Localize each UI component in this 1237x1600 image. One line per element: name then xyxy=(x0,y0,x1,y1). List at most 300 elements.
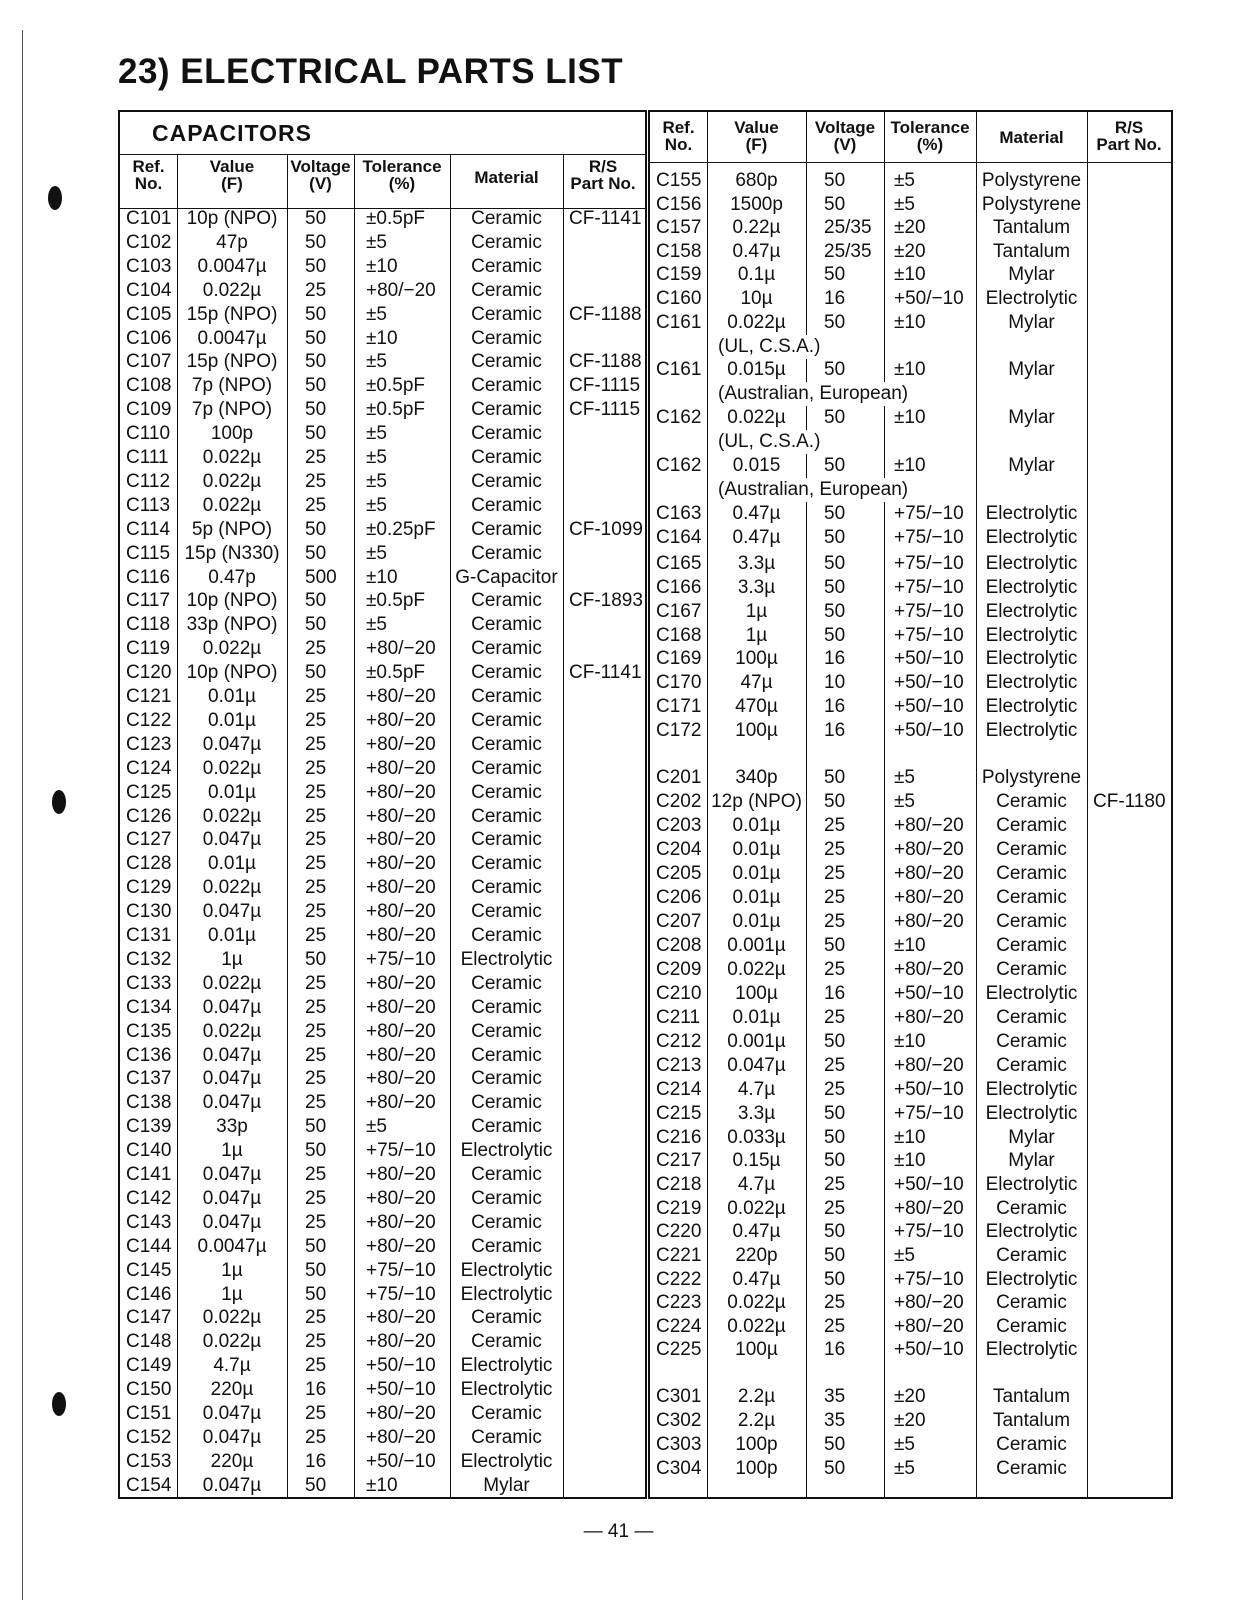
cell-ref: C164 xyxy=(656,527,702,548)
table-row xyxy=(120,1426,645,1450)
cell-ref: C132 xyxy=(126,948,172,970)
page-title: 23) ELECTRICAL PARTS LIST xyxy=(118,52,624,91)
cell-ref: C171 xyxy=(656,696,702,717)
cell-voltage: 25 xyxy=(305,686,327,707)
cell-value: 0.0047µ xyxy=(197,327,267,349)
cell-value: 4.7µ xyxy=(737,1174,776,1195)
region-note: (UL, C.S.A.) xyxy=(718,431,821,452)
cell-value: 0.022µ xyxy=(202,1307,262,1329)
cell-ref: C218 xyxy=(656,1174,702,1195)
cell-value: 0.047µ xyxy=(202,733,262,755)
cell-ref: C221 xyxy=(656,1245,702,1266)
cell-material: Electrolytic xyxy=(985,983,1078,1004)
cell-tolerance: +80/−20 xyxy=(366,1307,436,1329)
cell-voltage: 50 xyxy=(305,948,327,970)
cell-voltage: 25 xyxy=(305,1187,327,1209)
cell-tolerance: ±5 xyxy=(366,303,387,325)
cell-voltage: 25 xyxy=(305,638,327,660)
cell-voltage: 50 xyxy=(305,255,327,277)
cell-tolerance: ±10 xyxy=(366,566,398,588)
cell-value: 0.0047µ xyxy=(197,1235,267,1257)
cell-voltage: 25 xyxy=(824,1316,846,1337)
cell-material: Ceramic xyxy=(471,208,542,229)
cell-tolerance: +80/−20 xyxy=(366,1092,436,1114)
cell-value: 3.3µ xyxy=(737,577,776,598)
cell-voltage: 16 xyxy=(824,983,846,1004)
cell-material: Mylar xyxy=(1008,1150,1055,1171)
cell-voltage: 50 xyxy=(824,312,846,333)
cell-ref: C133 xyxy=(126,972,172,994)
cell-voltage: 16 xyxy=(824,696,846,717)
cell-voltage: 25 xyxy=(824,1292,846,1313)
punch-hole-icon xyxy=(52,790,66,814)
cell-tolerance: +80/−20 xyxy=(894,1055,964,1076)
cell-ref: C224 xyxy=(656,1316,702,1337)
cell-value: 0.47µ xyxy=(732,503,781,524)
cell-ref: C166 xyxy=(656,577,702,598)
table-row xyxy=(120,1259,645,1283)
table-row xyxy=(120,1450,645,1474)
cell-material: Electrolytic xyxy=(985,672,1078,693)
cell-tolerance: +80/−20 xyxy=(366,1403,436,1424)
cell-material: Ceramic xyxy=(471,423,542,445)
cell-tolerance: ±10 xyxy=(894,264,926,285)
cell-ref: C162 xyxy=(656,407,702,428)
cell-voltage: 50 xyxy=(824,264,846,285)
cell-ref: C113 xyxy=(126,494,171,516)
cell-ref: C143 xyxy=(126,1211,172,1233)
table-row xyxy=(650,287,1171,311)
cell-tolerance: ±10 xyxy=(894,935,926,956)
table-row xyxy=(650,1173,1171,1197)
cell-ref: C103 xyxy=(126,255,172,277)
table-row xyxy=(650,862,1171,886)
column-header-rs: R/S Part No. xyxy=(1096,118,1162,154)
table-row xyxy=(120,350,645,374)
cell-voltage: 50 xyxy=(824,1245,846,1266)
cell-tolerance: ±5 xyxy=(366,231,387,253)
table-row xyxy=(120,996,645,1020)
cell-ref: C159 xyxy=(656,264,702,285)
cell-value: 100µ xyxy=(735,1339,778,1360)
cell-value: 1µ xyxy=(221,1259,243,1281)
cell-value: 100p xyxy=(735,1434,778,1455)
cell-voltage: 25 xyxy=(824,911,846,932)
cell-material: Ceramic xyxy=(996,1434,1067,1455)
table-row xyxy=(120,781,645,805)
cell-ref: C109 xyxy=(126,399,172,421)
cell-voltage: 50 xyxy=(824,1458,846,1479)
cell-tolerance: +75/−10 xyxy=(366,1259,436,1281)
cell-material: Ceramic xyxy=(471,1020,542,1042)
cell-voltage: 25 xyxy=(305,1331,327,1353)
cell-voltage: 50 xyxy=(305,1235,327,1257)
table-row xyxy=(120,566,645,590)
cell-voltage: 25 xyxy=(824,959,846,980)
cell-value: 0.0047µ xyxy=(197,255,267,277)
cell-ref: C144 xyxy=(126,1235,172,1257)
cell-value: 1µ xyxy=(745,601,768,622)
cell-material: Ceramic xyxy=(471,1092,542,1114)
table-row xyxy=(650,671,1171,695)
cell-tolerance: +80/−20 xyxy=(366,901,436,923)
table-row xyxy=(120,1163,645,1187)
table-row xyxy=(120,1354,645,1378)
cell-value: 0.022µ xyxy=(202,494,262,516)
table-row xyxy=(650,1291,1171,1315)
cell-tolerance: ±5 xyxy=(366,447,387,468)
cell-voltage: 25 xyxy=(305,1068,327,1090)
cell-voltage: 50 xyxy=(305,1474,327,1496)
cell-material: Ceramic xyxy=(471,757,542,779)
cell-tolerance: +80/−20 xyxy=(366,1164,436,1185)
cell-value: 100p xyxy=(735,1458,778,1479)
cell-ref: C124 xyxy=(126,757,172,779)
cell-voltage: 10 xyxy=(824,672,846,693)
cell-material: Electrolytic xyxy=(985,527,1078,548)
table-row xyxy=(120,900,645,924)
cell-value: 0.047µ xyxy=(202,901,262,923)
cell-voltage: 50 xyxy=(824,791,846,812)
cell-value: 0.001µ xyxy=(727,935,786,956)
table-row xyxy=(120,303,645,327)
cell-ref: C156 xyxy=(656,194,702,215)
cell-voltage: 25 xyxy=(824,1198,846,1219)
cell-tolerance: +50/−10 xyxy=(366,1355,436,1377)
cell-ref: C172 xyxy=(656,720,702,741)
cell-voltage: 50 xyxy=(824,1103,846,1124)
cell-tolerance: +75/−10 xyxy=(894,553,964,574)
cell-ref: C128 xyxy=(126,853,172,875)
cell-voltage: 50 xyxy=(305,518,327,540)
cell-voltage: 50 xyxy=(305,303,327,325)
cell-ref: C114 xyxy=(126,518,171,540)
cell-tolerance: +80/−20 xyxy=(366,1187,436,1209)
table-row xyxy=(650,1244,1171,1268)
cell-value: 100p xyxy=(210,423,254,445)
table-row xyxy=(120,1187,645,1211)
cell-ref: C168 xyxy=(656,625,702,646)
cell-voltage: 25 xyxy=(305,877,327,899)
cell-tolerance: +80/−20 xyxy=(894,959,964,980)
cell-material: Ceramic xyxy=(471,1164,542,1185)
table-row xyxy=(120,231,645,255)
cell-voltage: 25 xyxy=(305,1020,327,1042)
cell-value: 220µ xyxy=(210,1379,254,1401)
cell-tolerance: ±5 xyxy=(366,1116,387,1138)
cell-material: Ceramic xyxy=(996,1055,1067,1076)
cell-tolerance: ±0.5pF xyxy=(366,590,426,612)
table-row xyxy=(650,958,1171,982)
capacitors-table-right xyxy=(648,110,1173,1499)
table-row xyxy=(120,1091,645,1115)
cell-voltage: 50 xyxy=(824,170,846,191)
cell-value: 0.47µ xyxy=(732,527,781,548)
cell-value: 0.022µ xyxy=(727,1316,786,1337)
cell-value: 4.7µ xyxy=(213,1355,251,1377)
cell-material: Ceramic xyxy=(471,1116,542,1138)
cell-ref: C141 xyxy=(126,1164,172,1185)
cell-material: Electrolytic xyxy=(985,625,1078,646)
cell-tolerance: +50/−10 xyxy=(894,1174,964,1195)
cell-material: Ceramic xyxy=(471,925,542,946)
cell-tolerance: ±0.5pF xyxy=(366,208,426,229)
cell-ref: C220 xyxy=(656,1221,702,1242)
cell-voltage: 50 xyxy=(824,935,846,956)
cell-value: 0.047µ xyxy=(202,829,262,851)
cell-voltage: 16 xyxy=(824,648,846,669)
cell-ref: C213 xyxy=(656,1055,702,1076)
cell-ref: C201 xyxy=(656,767,702,788)
cell-material: Ceramic xyxy=(471,351,542,373)
cell-voltage: 25 xyxy=(824,1007,846,1028)
cell-voltage: 50 xyxy=(824,407,846,428)
table-row xyxy=(650,169,1171,193)
cell-voltage: 25 xyxy=(305,1092,327,1114)
cell-material: Ceramic xyxy=(471,1211,542,1233)
cell-voltage: 25 xyxy=(824,815,846,836)
cell-ref: C102 xyxy=(126,231,172,253)
cell-value: 0.047µ xyxy=(202,1426,262,1448)
table-row xyxy=(650,624,1171,648)
table-row xyxy=(120,446,645,470)
table-row xyxy=(120,852,645,876)
cell-value: 3.3µ xyxy=(737,1103,776,1124)
cell-material: Electrolytic xyxy=(985,1174,1078,1195)
cell-material: Electrolytic xyxy=(985,648,1078,669)
table-row xyxy=(120,685,645,709)
cell-material: Ceramic xyxy=(471,877,542,899)
cell-ref: C219 xyxy=(656,1198,702,1219)
punch-hole-icon xyxy=(52,1392,66,1416)
cell-voltage: 50 xyxy=(305,1116,327,1138)
cell-ref: C108 xyxy=(126,375,172,397)
table-row xyxy=(650,1433,1171,1457)
cell-ref: C139 xyxy=(126,1116,172,1138)
cell-voltage: 50 xyxy=(305,614,327,636)
cell-tolerance: ±5 xyxy=(894,194,915,215)
table-row xyxy=(650,311,1171,335)
cell-tolerance: +80/−20 xyxy=(894,1316,964,1337)
cell-voltage: 50 xyxy=(824,767,846,788)
cell-material: Electrolytic xyxy=(985,1221,1078,1242)
cell-voltage: 50 xyxy=(824,1150,846,1171)
cell-ref: C204 xyxy=(656,839,702,860)
cell-value: 0.01µ xyxy=(732,839,781,860)
cell-material: Ceramic xyxy=(996,1458,1067,1479)
table-row xyxy=(120,661,645,685)
table-row xyxy=(650,886,1171,910)
cell-voltage: 25 xyxy=(305,901,327,923)
cell-value: 0.047µ xyxy=(202,1068,262,1090)
cell-value: 0.047µ xyxy=(202,1092,262,1114)
cell-voltage: 500 xyxy=(305,566,337,588)
table-row xyxy=(650,695,1171,719)
cell-value: 100µ xyxy=(735,648,778,669)
cell-tolerance: +80/−20 xyxy=(366,781,436,803)
table-row xyxy=(120,470,645,494)
cell-value: 0.022µ xyxy=(202,757,262,779)
cell-material: Mylar xyxy=(1008,312,1055,333)
cell-value: 12p (NPO) xyxy=(711,791,802,812)
cell-material: Ceramic xyxy=(471,733,542,755)
cell-tolerance: +80/−20 xyxy=(366,686,436,707)
cell-ref: C129 xyxy=(126,877,172,899)
cell-tolerance: +75/−10 xyxy=(894,1103,964,1124)
cell-value: 0.022µ xyxy=(727,312,786,333)
cell-tolerance: ±5 xyxy=(894,1458,915,1479)
cell-tolerance: +80/−20 xyxy=(366,877,436,899)
cell-voltage: 25 xyxy=(305,1044,327,1066)
cell-material: Electrolytic xyxy=(985,601,1078,622)
table-row xyxy=(120,924,645,948)
cell-value: 0.022µ xyxy=(727,959,786,980)
cell-tolerance: +80/−20 xyxy=(894,1198,964,1219)
cell-ref: C203 xyxy=(656,815,702,836)
table-row xyxy=(650,766,1171,790)
cell-material: Polystyrene xyxy=(981,170,1082,191)
cell-tolerance: +75/−10 xyxy=(894,1221,964,1242)
cell-voltage: 25 xyxy=(305,996,327,1018)
cell-voltage: 16 xyxy=(824,1339,846,1360)
cell-material: Polystyrene xyxy=(981,767,1082,788)
cell-material: Ceramic xyxy=(471,542,542,564)
cell-material: Ceramic xyxy=(471,805,542,827)
cell-ref: C151 xyxy=(126,1403,172,1424)
cell-material: Ceramic xyxy=(471,255,542,277)
cell-rs: CF-1115 xyxy=(569,399,641,421)
cell-value: 47µ xyxy=(740,672,773,693)
cell-material: Tantalum xyxy=(992,1410,1071,1431)
cell-value: 15p (NPO) xyxy=(186,303,278,325)
table-row xyxy=(650,502,1171,526)
cell-ref: C301 xyxy=(656,1386,702,1407)
cell-ref: C157 xyxy=(656,217,702,238)
cell-value: 0.01µ xyxy=(208,686,256,707)
cell-voltage: 50 xyxy=(824,1221,846,1242)
cell-material: Ceramic xyxy=(471,1044,542,1066)
cell-value: 10p (NPO) xyxy=(186,662,278,684)
cell-tolerance: ±0.5pF xyxy=(366,399,426,421)
cell-material: Ceramic xyxy=(471,781,542,803)
cell-rs: CF-1180 xyxy=(1093,791,1166,812)
cell-ref: C126 xyxy=(126,805,172,827)
cell-ref: C105 xyxy=(126,303,172,325)
cell-material: Electrolytic xyxy=(985,696,1078,717)
cell-value: 0.047µ xyxy=(202,1403,262,1424)
cell-tolerance: +80/−20 xyxy=(366,757,436,779)
cell-rs: CF-1099 xyxy=(569,518,643,540)
cell-material: Ceramic xyxy=(996,935,1067,956)
table-row xyxy=(120,398,645,422)
binding-margin-line xyxy=(22,30,23,1600)
cell-material: Ceramic xyxy=(471,231,542,253)
cell-value: 0.01µ xyxy=(732,911,781,932)
cell-material: Ceramic xyxy=(471,279,542,301)
cell-material: Ceramic xyxy=(471,1403,542,1424)
cell-voltage: 25 xyxy=(305,805,327,827)
cell-tolerance: +75/−10 xyxy=(894,527,964,548)
cell-voltage: 50 xyxy=(305,1283,327,1305)
cell-ref: C225 xyxy=(656,1339,702,1360)
cell-material: Mylar xyxy=(1008,407,1055,428)
region-note: (Australian, European) xyxy=(718,383,909,404)
table-row xyxy=(120,1378,645,1402)
cell-tolerance: +80/−20 xyxy=(894,911,964,932)
cell-material: Ceramic xyxy=(996,791,1067,812)
table-row xyxy=(120,948,645,972)
cell-voltage: 16 xyxy=(824,720,846,741)
cell-voltage: 50 xyxy=(824,601,846,622)
table-row xyxy=(650,1054,1171,1078)
cell-ref: C140 xyxy=(126,1140,172,1162)
cell-voltage: 50 xyxy=(305,375,327,397)
cell-voltage: 25 xyxy=(305,279,327,301)
cell-value: 1µ xyxy=(745,625,768,646)
table-row xyxy=(120,876,645,900)
cell-voltage: 50 xyxy=(824,1031,846,1052)
table-row xyxy=(120,1139,645,1163)
cell-ref: C107 xyxy=(126,351,172,373)
table-row xyxy=(120,1211,645,1235)
table-row xyxy=(120,1115,645,1139)
cell-ref: C206 xyxy=(656,887,702,908)
table-row xyxy=(650,1315,1171,1339)
cell-value: 0.015µ xyxy=(727,359,786,380)
cell-voltage: 16 xyxy=(305,1379,327,1401)
cell-value: 0.022µ xyxy=(727,1292,786,1313)
cell-tolerance: +80/−20 xyxy=(366,1211,436,1233)
table-row xyxy=(650,838,1171,862)
cell-value: 2.2µ xyxy=(737,1386,776,1407)
cell-value: 680p xyxy=(735,170,778,191)
cell-tolerance: +80/−20 xyxy=(366,1020,436,1042)
cell-voltage: 25 xyxy=(305,1426,327,1448)
table-row xyxy=(120,1067,645,1091)
cell-tolerance: ±10 xyxy=(894,312,926,333)
cell-material: Ceramic xyxy=(471,303,542,325)
cell-material: Ceramic xyxy=(471,1187,542,1209)
cell-voltage: 16 xyxy=(824,288,846,309)
cell-voltage: 50 xyxy=(824,1434,846,1455)
cell-material: Mylar xyxy=(1008,455,1055,476)
cell-material: Ceramic xyxy=(471,1235,542,1257)
cell-ref: C161 xyxy=(656,359,702,380)
cell-ref: C165 xyxy=(656,553,702,574)
cell-ref: C145 xyxy=(126,1259,172,1281)
cell-tolerance: ±5 xyxy=(894,767,915,788)
cell-tolerance: +80/−20 xyxy=(366,1068,436,1090)
cell-tolerance: ±5 xyxy=(894,1434,915,1455)
cell-tolerance: ±5 xyxy=(894,170,915,191)
cell-value: 0.022µ xyxy=(202,279,262,301)
cell-value: 15p (N330) xyxy=(184,542,280,564)
column-header-rs: R/S Part No. xyxy=(570,157,636,193)
cell-material: Ceramic xyxy=(471,972,542,994)
section-title: CAPACITORS xyxy=(152,120,312,146)
cell-tolerance: ±5 xyxy=(366,351,387,373)
cell-voltage: 25 xyxy=(824,887,846,908)
cell-tolerance: ±5 xyxy=(894,1245,915,1266)
cell-value: 47p xyxy=(216,231,248,253)
column-header-voltage: Voltage (V) xyxy=(290,157,351,193)
cell-material: Ceramic xyxy=(471,470,542,492)
cell-voltage: 16 xyxy=(305,1450,327,1472)
cell-tolerance: +80/−20 xyxy=(366,1331,436,1353)
table-row xyxy=(120,1283,645,1307)
cell-material: Electrolytic xyxy=(460,1259,553,1281)
cell-ref: C210 xyxy=(656,983,702,1004)
